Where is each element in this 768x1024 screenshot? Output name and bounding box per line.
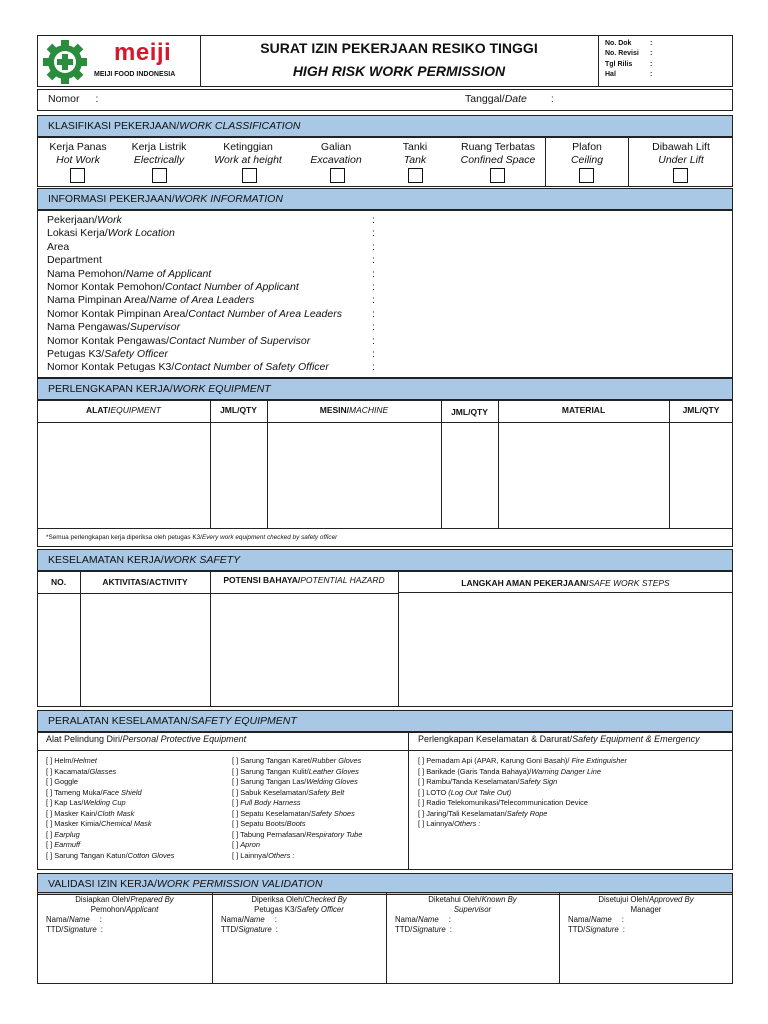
doc-field-no-revisi: No. Revisi : (605, 50, 653, 58)
checkbox-under-lift[interactable] (673, 168, 688, 183)
info-department[interactable]: Department (47, 254, 102, 267)
tanggal-field[interactable]: Tanggal/Date : (465, 93, 554, 105)
class-tank: Tanki Tank (402, 141, 428, 166)
checkbox-electrical[interactable] (152, 168, 167, 183)
info-work[interactable]: Pekerjaan/Work (47, 214, 122, 226)
class-electrical: Kerja Listrik Electrically (131, 141, 187, 166)
class-excavation: Galian Excavation (310, 141, 362, 166)
col-activity: AKTIVITAS/ACTIVITY (102, 577, 188, 587)
class-height: Ketinggian Work at height (214, 141, 282, 166)
col-equipment: ALAT/EQUIPMENT (86, 405, 161, 415)
ppe-title: Alat Pelindung Diri/Personal Protective Equipment (46, 734, 247, 744)
checkbox-confined-space[interactable] (490, 168, 505, 183)
info-work-location[interactable]: Lokasi Kerja/Work Location (47, 227, 175, 240)
ppe-item[interactable]: [ ] Sarung Tangan Kulit/Leather Gloves (232, 766, 359, 776)
ppe-list-right (232, 756, 362, 861)
checkbox-excavation[interactable] (330, 168, 345, 183)
ppe-list-left (46, 756, 174, 861)
emergency-item[interactable]: [ ] Rambu/Tanda Keselamatan/Safety Sign (418, 777, 558, 786)
signature-field[interactable]: TTD/Signature : (46, 925, 103, 934)
info-supervisor-name[interactable]: Nama Pengawas/Supervisor (47, 321, 181, 334)
col-no: NO. (50, 577, 67, 587)
emergency-item[interactable]: [ ] LOTO (Log Out Take Out) (418, 787, 512, 797)
number-date-row (37, 89, 733, 111)
ppe-item[interactable]: [ ] Sepatu Boots/Boots (232, 819, 306, 828)
validation-known-by: Diketahui Oleh/Known By Supervisor Nama/Name : TTD/Signature : (386, 895, 559, 935)
ppe-item[interactable]: [ ] Kap Las/Welding Cup (46, 798, 126, 807)
form-title-en: HIGH RISK WORK PERMISSION (292, 63, 506, 79)
validation-checked-by: Diperiksa Oleh/Checked By Petugas K3/Safety Officer Nama/Name : TTD/Signature : (212, 895, 386, 935)
info-applicant-contact[interactable]: Nomor Kontak Pemohon/Contact Number of Applicant (47, 281, 299, 293)
name-field[interactable]: Nama/Name : (46, 915, 102, 924)
ppe-item[interactable]: [ ] Tameng Muka/Face Shield (46, 787, 142, 797)
company-logo (42, 39, 192, 85)
emergency-item[interactable]: [ ] Lainnya/Others : (418, 819, 481, 828)
section-header-validation: VALIDASI IZIN KERJA/WORK PERMISSION VALIDATION (37, 873, 733, 895)
equipment-note: *Semua perlengkapan kerja diperiksa oleh petugas K3/Every work equipment checked by safety officer (46, 534, 338, 541)
info-safety-officer-contact[interactable]: Nomor Kontak Petugas K3/Contact Number of Safety Officer (47, 361, 329, 374)
class-hot-work: Kerja Panas Hot Work (49, 141, 107, 166)
info-applicant-name[interactable]: Nama Pemohon/Name of Applicant (47, 267, 212, 280)
col-material: MATERIAL (561, 405, 606, 415)
info-area[interactable]: Area (47, 240, 70, 253)
doc-control-fields (605, 39, 653, 81)
ppe-item[interactable]: [ ] Full Body Harness (232, 798, 301, 807)
doc-field-no-dok: No. Dok : (605, 40, 653, 47)
emergency-list (418, 756, 627, 830)
ppe-item[interactable]: [ ] Masker Kimia/Chemical Mask (46, 819, 152, 828)
info-supervisor-contact[interactable]: Nomor Kontak Pengawas/Contact Number of Supervisor (47, 334, 311, 347)
checkbox-tank[interactable] (408, 168, 423, 183)
ppe-item[interactable]: [ ] Tabung Pernafasan/Respiratory Tube (232, 829, 363, 839)
col-material-qty: JML/QTY (682, 405, 720, 415)
info-area-leader-contact[interactable]: Nomor Kontak Pimpinan Area/Contact Number of Area Leaders (47, 307, 342, 320)
section-header-work-safety: KESELAMATAN KERJA/WORK SAFETY (37, 549, 733, 571)
signature-field[interactable]: TTD/Signature : (395, 925, 452, 934)
ppe-item[interactable]: [ ] Kacamata/Glasses (46, 766, 117, 776)
ppe-item[interactable]: [ ] Helm/Helmet (46, 756, 97, 765)
name-field[interactable]: Nama/Name : (568, 915, 624, 924)
emergency-title: Perlengkapan Keselamatan & Darurat/Safety Equipment & Emergency (418, 734, 700, 744)
class-under-lift: Dibawah Lift Under Lift (652, 141, 710, 166)
ppe-item[interactable]: [ ] Lainnya/Others : (232, 850, 295, 860)
doc-field-hal: Hal : (605, 71, 653, 79)
emergency-item[interactable]: [ ] Jaring/Tali Keselamatan/Safety Rope (418, 808, 548, 818)
ppe-item[interactable]: [ ] Sepatu Keselamatan/Safety Shoes (232, 808, 355, 818)
section-header-classification: KLASIFIKASI PEKERJAAN/WORK CLASSIFICATION (37, 115, 733, 137)
ppe-item[interactable]: [ ] Sarung Tangan Karet/Rubber Gloves (232, 756, 362, 765)
emergency-item[interactable]: [ ] Radio Telekomunikasi/Telecommunication Device (418, 798, 588, 807)
nomor-field[interactable]: Nomor : (48, 93, 99, 105)
validation-prepared-by: Disiapkan Oleh/Prepared By Pemohon/Applicant Nama/Name : TTD/Signature : (37, 895, 212, 935)
col-safe-steps: LANGKAH AMAN PEKERJAAN/SAFE WORK STEPS (461, 578, 670, 588)
col-machine: MESIN/MACHINE (319, 405, 389, 415)
gear-cross-icon (42, 39, 88, 85)
class-confined-space: Ruang Terbatas Confined Space (460, 141, 536, 166)
signature-field[interactable]: TTD/Signature : (568, 925, 625, 934)
col-equipment-qty: JML/QTY (220, 405, 257, 415)
company-name: MEIJI FOOD INDONESIA (94, 71, 176, 78)
section-header-safety-equipment: PERALATAN KESELAMATAN/SAFETY EQUIPMENT (37, 710, 733, 732)
col-hazard: POTENSI BAHAYA/POTENTIAL HAZARD (223, 575, 385, 585)
checkbox-ceiling[interactable] (579, 168, 594, 183)
section-header-work-info: INFORMASI PEKERJAAN/WORK INFORMATION (37, 188, 733, 210)
info-area-leader-name[interactable]: Nama Pimpinan Area/Name of Area Leaders (47, 294, 255, 307)
class-ceiling: Plafon Ceiling (570, 141, 604, 166)
col-machine-qty: JML/QTY (451, 407, 488, 417)
ppe-item[interactable]: [ ] Sarung Tangan Katun/Cotton Gloves (46, 850, 175, 860)
ppe-item[interactable]: [ ] Apron (232, 840, 260, 849)
ppe-item[interactable]: [ ] Sabuk Keselamatan/Safety Belt (232, 787, 345, 797)
name-field[interactable]: Nama/Name : (221, 915, 277, 924)
info-safety-officer[interactable]: Petugas K3/Safety Officer (47, 348, 168, 360)
section-header-work-equipment: PERLENGKAPAN KERJA/WORK EQUIPMENT (37, 378, 733, 400)
checkbox-hot-work[interactable] (70, 168, 85, 183)
emergency-item[interactable]: [ ] Pemadam Api (APAR, Karung Goni Basah)/ Fire Extinguisher (418, 756, 627, 765)
ppe-item[interactable]: [ ] Sarung Tangan Las/Welding Gloves (232, 777, 358, 786)
ppe-item[interactable]: [ ] Masker Kain/Cloth Mask (46, 808, 135, 818)
form-title: SURAT IZIN PEKERJAAN RESIKO TINGGI (260, 40, 538, 56)
ppe-item[interactable]: [ ] Earplug (46, 829, 80, 839)
name-field[interactable]: Nama/Name : (395, 915, 451, 924)
ppe-item[interactable]: [ ] Earmuff (46, 840, 81, 849)
validation-approved-by: Disetujui Oleh/Approved By Manager Nama/Name : TTD/Signature : (559, 895, 733, 935)
ppe-item[interactable]: [ ] Goggle (46, 777, 79, 786)
doc-field-tgl-rilis: Tgl Rilis : (605, 60, 653, 68)
logo-wordmark: meiji (114, 39, 172, 66)
emergency-item[interactable]: [ ] Barikade (Garis Tanda Bahaya)/Warning Danger Line (418, 766, 601, 776)
signature-field[interactable]: TTD/Signature : (221, 925, 278, 934)
checkbox-height[interactable] (242, 168, 257, 183)
